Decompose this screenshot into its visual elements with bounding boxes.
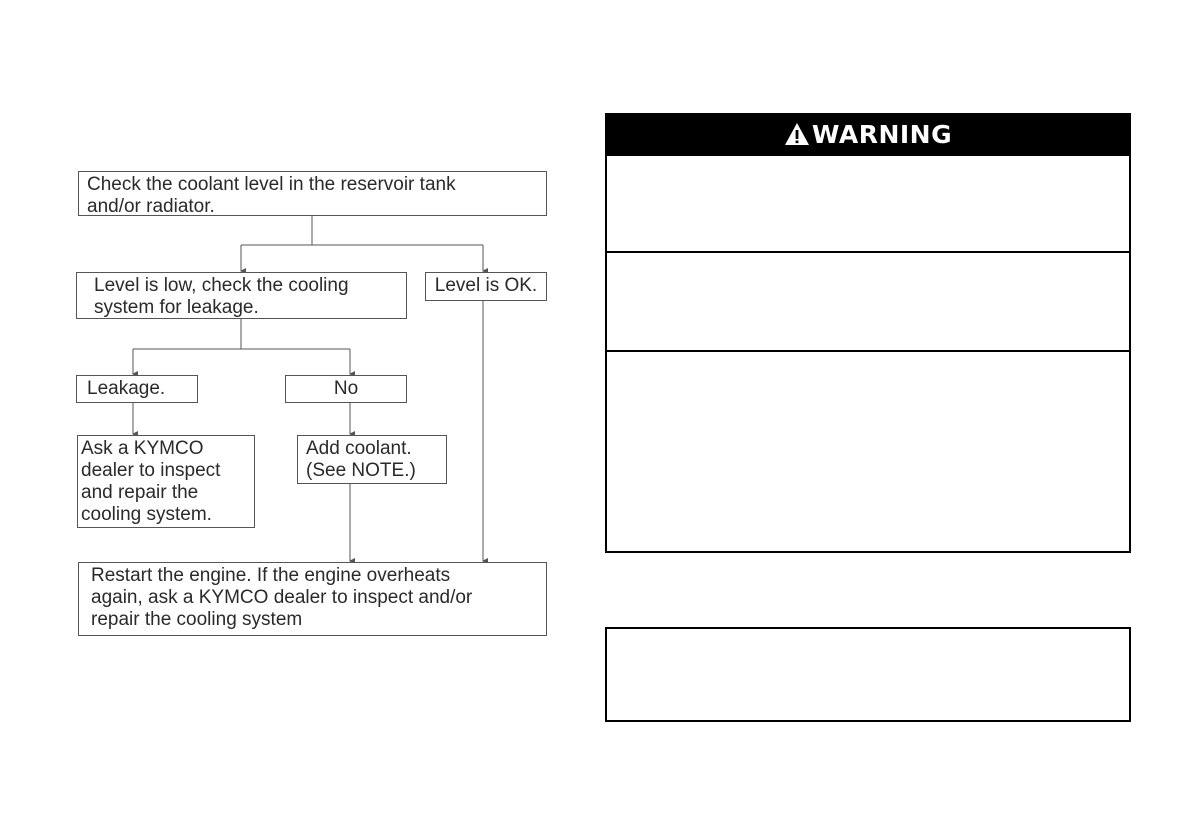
flow-box-level-ok: Level is OK. — [425, 272, 547, 301]
flow-box-level-low: Level is low, check the cooling system for leakage. — [76, 272, 407, 319]
flow-box-ask-dealer: Ask a KYMCO dealer to inspect and repair the cooling system. — [77, 435, 255, 528]
note-panel — [605, 627, 1131, 722]
flow-box-check-coolant: Check the coolant level in the reservoir tank and/or radiator. — [78, 171, 547, 216]
warning-label: WARNING — [811, 119, 953, 149]
flow-box-leakage: Leakage. — [76, 375, 198, 403]
warning-panel-2 — [605, 251, 1131, 352]
warning-header — [605, 113, 1131, 155]
warning-panel-1 — [605, 154, 1131, 253]
flow-box-restart-engine: Restart the engine. If the engine overheats again, ask a KYMCO dealer to inspect and/or repair the cooling system — [78, 562, 547, 636]
flow-box-no-leakage: No — [285, 375, 407, 403]
warning-triangle-icon — [784, 122, 810, 146]
warning-panel-3 — [605, 350, 1131, 553]
flow-box-add-coolant: Add coolant. (See NOTE.) — [297, 435, 447, 484]
